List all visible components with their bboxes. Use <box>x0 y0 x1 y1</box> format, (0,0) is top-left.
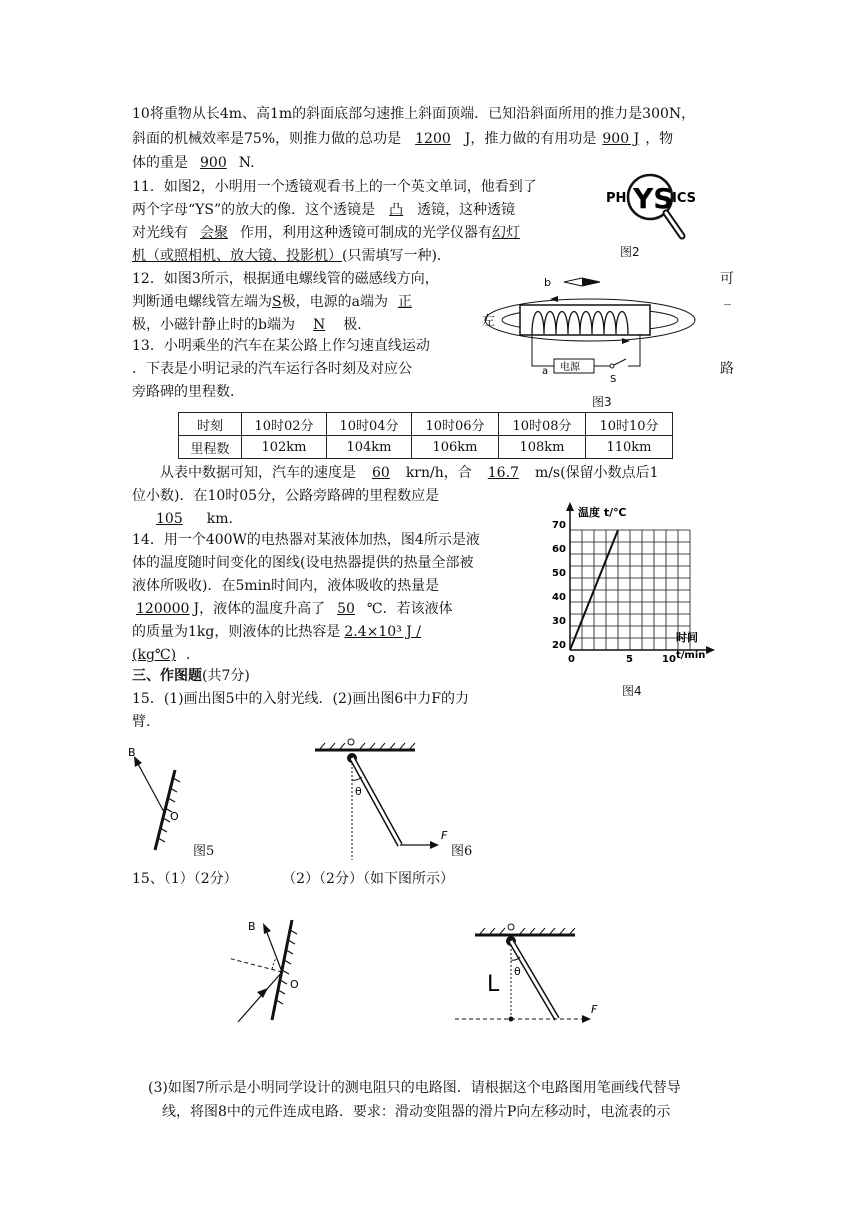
fig2-text-ph: PH <box>606 191 627 206</box>
table-cell: 10时10分 <box>586 413 673 436</box>
ans6-label-f: F <box>591 1003 598 1016</box>
q13-line5: 位小数)．在10时05分，公路旁路碑的里程数应是 <box>132 488 440 504</box>
answer-a-terminal: 正 <box>397 294 412 310</box>
table-cell: 110km <box>586 436 673 459</box>
q12-line2: 判断通电螺线管左端为S极，电源的a端为 正 <box>132 292 422 312</box>
fig3-label-b: b <box>544 276 551 289</box>
q10-line1: 10将重物从长4m、高1m的斜面底部匀速推上斜面顶端．已知沿斜面所用的推力是300N， <box>132 106 696 122</box>
mileage-table <box>178 412 673 459</box>
q15-3-line1: (3)如图7所示是小明同学设计的测电阻只的电路图．请根据这个电路图用笔画线代替导 <box>148 1080 681 1096</box>
figure-6-caption: 图6 <box>451 844 473 859</box>
q13-line1: 13．小明乘坐的汽车在某公路上作匀速直线运动 <box>132 338 430 354</box>
q12-line1-right: 可 <box>720 271 734 287</box>
fig4-xlabel-1: 时间 <box>676 631 698 644</box>
figure-3-solenoid <box>480 270 720 410</box>
q11-line4: 机（或照相机、放大镜、投影机）(只需填写一种)． <box>132 248 451 264</box>
q14-line1: 14．用一个400W的电热器对某液体加热，图4所示是液 <box>132 532 480 548</box>
answer-speed-ms: 16.7 <box>487 465 519 481</box>
fig5-label-b: B <box>128 746 136 759</box>
answer-pole: S <box>272 294 282 310</box>
table-cell: 102km <box>242 436 327 459</box>
q14-line5: 的质量为1kg，则液体的比热容是 2.4×10³ J / <box>132 624 422 640</box>
fig2-text-ys: YS <box>633 182 674 215</box>
answer-specific-heat: 2.4×10³ J / <box>344 624 422 640</box>
q15-3-line2: 线，将图8中的元件连成电路．要求：滑动变阻器的滑片P向左移动时，电流表的示 <box>162 1104 671 1120</box>
table-cell: 10时02分 <box>242 413 327 436</box>
ans5-label-o: O <box>290 978 299 991</box>
table-cell: 108km <box>499 436 586 459</box>
answer-mileage: 105 <box>156 511 183 527</box>
section-3-title: 三、作图题(共7分) <box>132 668 250 684</box>
q11-line1: 11．如图2，小明用一个透镜观看书上的一个英文单词，他看到了 <box>132 179 537 195</box>
figure-6-lever <box>305 735 475 865</box>
q13-line1-right: 路 <box>720 361 734 377</box>
figure-4-graph <box>540 500 720 680</box>
answer-total-work: 1200 <box>415 131 451 147</box>
q13-line3: 旁路碑的里程数. <box>132 384 235 400</box>
fig4-ytick: 30 <box>552 616 566 627</box>
fig4-ytick: 60 <box>552 544 566 555</box>
figure-3-left-label: 左 <box>482 314 496 329</box>
q11-line3: 对光线有 会聚 作用，利用这种透镜可制成的光学仪器有幻灯 <box>132 225 520 241</box>
q10-line3: 体的重是 900 N. <box>132 155 255 171</box>
underline-mark: _ <box>724 290 731 306</box>
table-cell: 10时04分 <box>327 413 412 436</box>
answer-temp-rise: 50 <box>337 601 355 617</box>
q14-line4: 120000 J，液体的温度升高了 50 ℃．若该液体 <box>132 599 453 619</box>
answer-useful-work: 900 J <box>602 131 640 147</box>
q14-line2: 体的温度随时间变化的图线(设电热器提供的热量全部被 <box>132 555 474 571</box>
fig4-xtick: 5 <box>626 654 633 665</box>
table-cell: 里程数 <box>179 436 242 459</box>
q13-line4: 从表中数据可知，汽车的速度是 60 krn/h，合 16.7 m/s(保留小数点后1 <box>160 465 659 481</box>
fig4-xlabel-2: t/min <box>676 650 706 661</box>
figure-5-mirror <box>120 740 200 860</box>
table-cell: 时刻 <box>179 413 242 436</box>
answer-effect: 会聚 <box>200 225 228 241</box>
table-cell: 10时08分 <box>499 413 586 436</box>
q10-line2: 斜面的机械效率是75%，则推力做的总功是 1200 J，推力做的有用功是 900 J ，物 <box>132 131 674 147</box>
table-row <box>179 436 673 459</box>
ans5-label-b: B <box>248 920 256 933</box>
answer-heat: 120000 <box>136 601 190 617</box>
answer-figure-5 <box>220 910 320 1030</box>
fig4-ytick: 50 <box>552 568 566 579</box>
fig4-ylabel: 温度 t/℃ <box>578 506 627 519</box>
table-row <box>179 413 673 436</box>
q15-answer-line: 15、（1）（2分） （2）（2分）（如下图所示） <box>132 871 454 887</box>
q11-line2: 两个字母“YS”的放大的像．这个透镜是 凸 透镜，这种透镜 <box>132 202 516 218</box>
table-cell: 106km <box>412 436 499 459</box>
fig4-xtick: 0 <box>568 654 575 665</box>
fig4-ytick: 70 <box>552 520 566 531</box>
figure-2-magnifier <box>600 170 700 260</box>
ans6-label-l: L <box>487 972 500 997</box>
fig4-ytick: 20 <box>552 640 566 651</box>
ans6-theta: θ <box>514 965 521 978</box>
table-cell: 10时06分 <box>412 413 499 436</box>
figure-2-caption: 图2 <box>620 245 640 259</box>
q12-line1: 12．如图3所示，根据通电螺线管的磁感线方向， <box>132 271 439 287</box>
fig6-theta: θ <box>355 785 362 798</box>
fig6-label-f: F <box>441 829 448 842</box>
answer-instrument: 机（或照相机、放大镜、投影机） <box>132 248 342 264</box>
q14-line6: (kg℃) ． <box>132 647 201 663</box>
q15-line1: 15．(1)画出图5中的入射光线．(2)画出图6中力F的力 <box>132 691 470 707</box>
fig4-xtick: 10 <box>662 654 676 665</box>
q12-line3: 极，小磁针静止时的b端为 N 极． <box>132 317 372 333</box>
fig3-label-a: a <box>542 366 549 377</box>
fig3-label-s: S <box>610 374 617 385</box>
fig5-label-o: O <box>170 810 179 823</box>
answer-figure-6 <box>425 915 615 1030</box>
answer-speed: 60 <box>372 465 390 481</box>
answer-lens: 凸 <box>389 202 404 218</box>
q15-line2: 臂. <box>132 714 151 730</box>
fig4-ytick: 40 <box>552 592 566 603</box>
figure-4-caption: 图4 <box>622 684 642 698</box>
figure-5-caption: 图5 <box>193 844 215 859</box>
fig3-power-label: 电源 <box>560 362 580 373</box>
q14-line3: 液体所吸收)．在5min时间内，液体吸收的热量是 <box>132 578 440 594</box>
answer-b-end: N <box>312 317 326 333</box>
figure-3-caption: 图3 <box>592 395 612 409</box>
fig2-text-ics: ICS <box>672 191 696 206</box>
q13-line6: 105 km. <box>132 509 233 529</box>
answer-weight: 900 <box>200 155 227 171</box>
table-cell: 104km <box>327 436 412 459</box>
q13-line2: ．下表是小明记录的汽车运行各时刻及对应公 <box>132 361 412 377</box>
